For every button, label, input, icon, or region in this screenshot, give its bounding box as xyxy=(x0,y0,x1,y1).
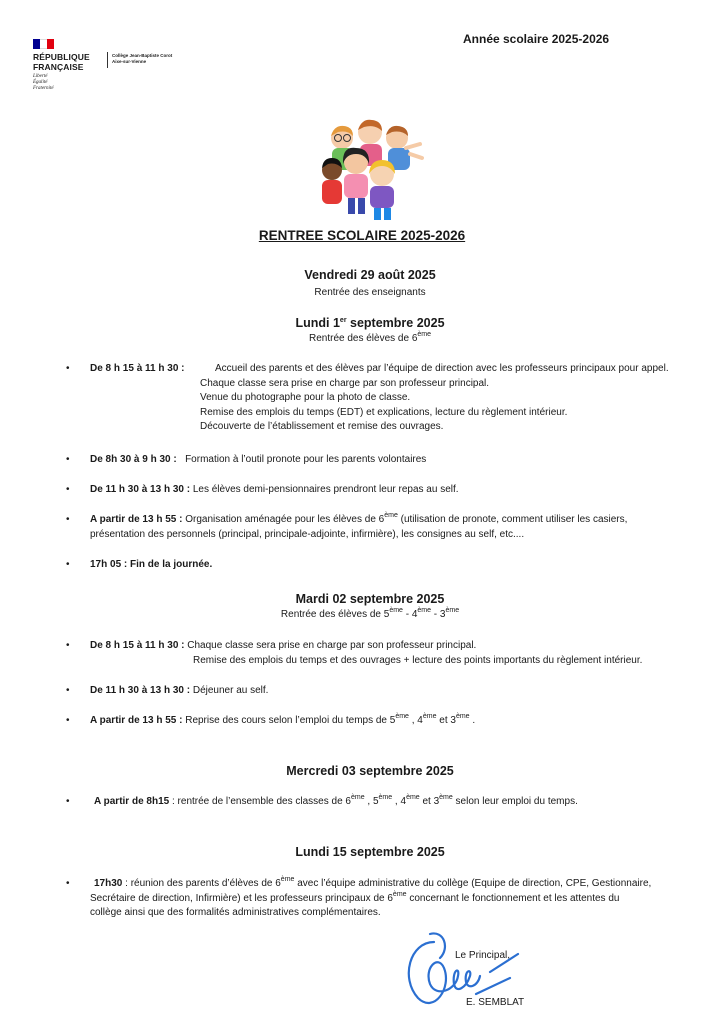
day-title-mercredi: Mercredi 03 septembre 2025 xyxy=(286,764,454,778)
list-item-mercredi: A partir de 8h15 : rentrée de l’ensemble des classes de 6ème , 5ème , 4ème et 3ème selon leur emploi du temps. xyxy=(94,794,578,807)
bullet: • xyxy=(66,514,70,525)
day-title-mardi: Mardi 02 septembre 2025 xyxy=(295,592,445,606)
list-item-lundi-2: De 8h 30 à 9 h 30 : Formation à l’outil pronote pour les parents volontaires xyxy=(90,454,427,465)
signature-role: Le Principal, xyxy=(455,950,511,961)
bullet: • xyxy=(66,796,70,807)
children-illustration xyxy=(318,118,424,222)
document-title: RENTREE SCOLAIRE 2025-2026 xyxy=(258,228,466,243)
list-item-mardi-2: De 11 h 30 à 13 h 30 : Déjeuner au self. xyxy=(90,685,269,696)
republique-francaise-flag-logo xyxy=(33,39,54,49)
list-item-lundi-1: De 8 h 15 à 11 h 30 : xyxy=(90,363,185,374)
list-item-lundi-15: 17h30 : réunion des parents d’élèves de 6ème avec l’équipe administrative du collège (Equipe de direction, CPE, Gestionnaire, Secrétaire de direction, Infirmière) et les professeurs principaux de 6ème concernant le fonctionnement et les attentes du collège ainsi que des formalités administratives complémentaires. xyxy=(90,876,652,918)
bullet: • xyxy=(66,363,70,374)
list-item-mardi-1: De 8 h 15 à 11 h 30 : Chaque classe sera prise en charge par son professeur principal. Remise des emplois du temps et des ouvrages + lecture des points importants du règlement intérieur. xyxy=(90,640,643,666)
bullet: • xyxy=(66,484,70,495)
bullet: • xyxy=(66,715,70,726)
list-item-lundi-5: 17h 05 : Fin de la journée. xyxy=(90,559,213,570)
republique-motto: Liberté Égalité Fraternité xyxy=(33,74,54,91)
day-title-lundi-1: Lundi 1er septembre 2025 xyxy=(295,316,445,330)
day-subtitle-lundi-1: Rentrée des élèves de 6ème xyxy=(308,331,432,344)
list-item-lundi-1-details: Accueil des parents et des élèves par l’équipe de direction avec les professeurs principaux pour appel. Chaque classe sera prise en charge par son professeur principal. Venue du photographe pour la photo de classe. Remise des emplois du temps (EDT) et explications, lecture du règlement intérieur. Découverte de l’établissement et remise des ouvrages. xyxy=(200,363,669,432)
day-title-vendredi: Vendredi 29 août 2025 xyxy=(304,268,436,282)
bullet: • xyxy=(66,454,70,465)
bullet: • xyxy=(66,685,70,696)
list-item-lundi-4: A partir de 13 h 55 : Organisation aménagée pour les élèves de 6ème (utilisation de pronote, comment utiliser les casiers, présentation des personnels (principal, principale-adjointe, infirmière), les consignes au self, etc.... xyxy=(90,512,628,540)
signatory-name: E. SEMBLAT xyxy=(466,997,525,1008)
bullet: • xyxy=(66,640,70,651)
bullet: • xyxy=(66,559,70,570)
list-item-lundi-3: De 11 h 30 à 13 h 30 : Les élèves demi-pensionnaires prendront leur repas au self. xyxy=(90,484,459,495)
college-name: Collège Jean-Baptiste Corot Aixe-sur-Vienne xyxy=(112,53,173,64)
day-subtitle-vendredi: Rentrée des enseignants xyxy=(314,287,426,298)
republique-francaise-name: RÉPUBLIQUE FRANÇAISE xyxy=(33,52,90,72)
school-year: Année scolaire 2025-2026 xyxy=(463,32,610,46)
header-divider xyxy=(107,52,108,68)
day-title-lundi-15: Lundi 15 septembre 2025 xyxy=(295,845,445,859)
bullet: • xyxy=(66,878,70,889)
day-subtitle-mardi: Rentrée des élèves de 5ème - 4ème - 3ème xyxy=(280,607,460,620)
list-item-mardi-3: A partir de 13 h 55 : Reprise des cours selon l’emploi du temps de 5ème , 4ème et 3ème . xyxy=(90,713,476,726)
